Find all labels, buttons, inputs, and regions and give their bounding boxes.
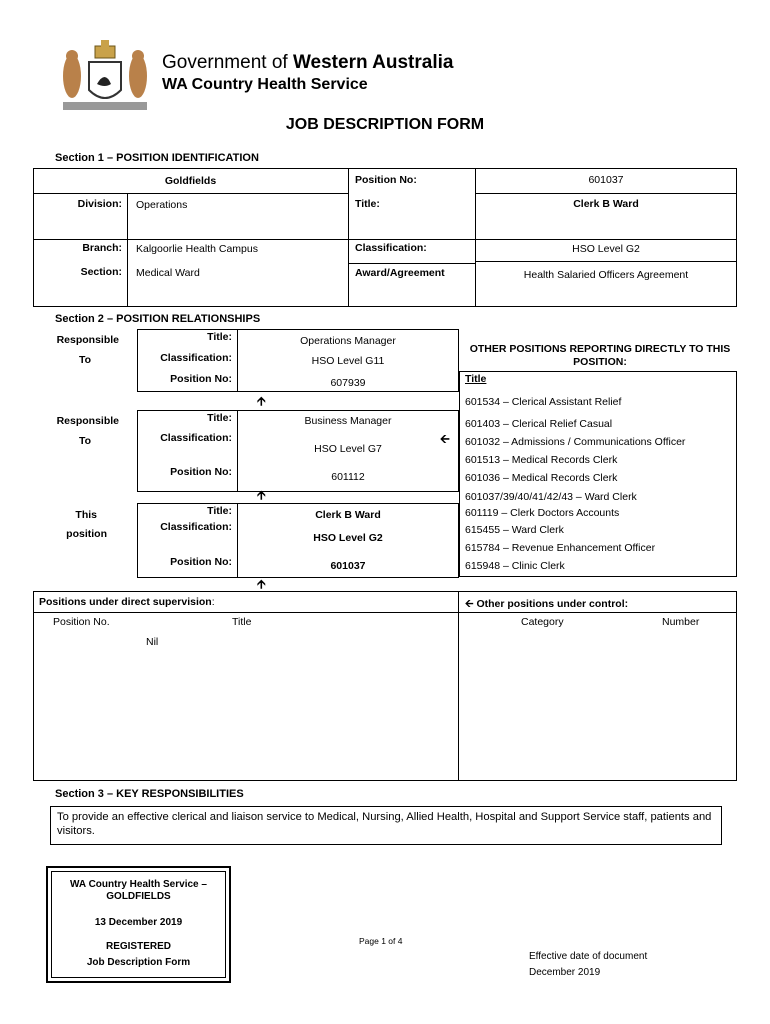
up-arrow-icon: 🡩 — [257, 488, 266, 502]
nil-value: Nil — [146, 636, 159, 648]
title-label: Title: — [355, 198, 380, 210]
classification-label: Classification: — [355, 242, 427, 254]
box3-position-no-label: Position No: — [170, 556, 232, 568]
box1-classification: HSO Level G11 — [311, 355, 385, 367]
responsible-to-label-2a: Responsible — [56, 415, 119, 427]
division-label: Division: — [77, 198, 122, 210]
box3-title: Clerk B Ward — [315, 509, 381, 521]
other-position-item: 601036 – Medical Records Clerk — [465, 472, 618, 484]
section-label: Section: — [80, 266, 122, 278]
stamp-registered: REGISTERED — [105, 941, 171, 952]
title-value: Clerk B Ward — [573, 198, 639, 210]
box1-classification-label: Classification: — [160, 352, 232, 364]
coat-of-arms-logo — [55, 40, 155, 116]
box1-title-label: Title: — [207, 331, 232, 343]
government-heading: Government of Western Australia — [162, 52, 454, 73]
stamp-line1: WA Country Health Service – — [70, 879, 207, 890]
supervision-table — [33, 591, 737, 781]
section1-heading: Section 1 – POSITION IDENTIFICATION — [55, 152, 259, 164]
stamp-line2: GOLDFIELDS — [106, 891, 171, 902]
other-position-item: 615784 – Revenue Enhancement Officer — [465, 542, 656, 554]
position-no-value: 601037 — [588, 174, 624, 186]
col-title: Title — [232, 616, 252, 628]
other-position-item: 601403 – Clerical Relief Casual — [465, 418, 613, 430]
section3-heading: Section 3 – KEY RESPONSIBILITIES — [55, 788, 244, 800]
award-label: Award/Agreement — [355, 267, 445, 279]
key-responsibilities-text: To provide an effective clerical and liaison service to Medical, Nursing, Allied Health, Hospital and Support Service staff, patients and visitors. — [50, 806, 722, 845]
box3-classification-label: Classification: — [160, 521, 232, 533]
box2-position-no-label: Position No: — [170, 466, 232, 478]
up-arrow-icon: 🡩 — [257, 394, 266, 408]
other-positions-heading: OTHER POSITIONS REPORTING DIRECTLY TO THIS POSITION: — [469, 343, 731, 368]
supervision-heading: Positions under direct supervision: — [39, 596, 215, 608]
branch-label: Branch: — [82, 242, 122, 254]
other-title-label: Title — [465, 373, 487, 385]
other-position-item: 615455 – Ward Clerk — [465, 524, 564, 536]
box3-classification: HSO Level G2 — [313, 532, 383, 544]
box1-position-no-label: Position No: — [170, 373, 232, 385]
col-category: Category — [521, 616, 564, 628]
box1-position-no: 607939 — [330, 377, 366, 389]
up-arrow-icon: 🡩 — [257, 577, 266, 591]
position-identification-table — [33, 168, 737, 307]
stamp-date: 13 December 2019 — [94, 917, 183, 928]
col-number: Number — [662, 616, 700, 628]
other-control-heading: 🡨 Other positions under control: — [465, 598, 629, 610]
effective-date: December 2019 — [529, 967, 601, 978]
other-position-item: 601037/39/40/41/42/43 – Ward Clerk — [465, 491, 637, 503]
box2-title: Business Manager — [304, 415, 392, 427]
col-position-no: Position No. — [53, 616, 110, 628]
box2-title-label: Title: — [207, 412, 232, 424]
responsible-to-label-1b: To — [78, 354, 91, 366]
position-no-label: Position No: — [355, 174, 417, 186]
this-position-label-b: position — [66, 528, 107, 540]
box2-classification-label: Classification: — [160, 432, 232, 444]
box3-title-label: Title: — [207, 505, 232, 517]
other-position-item: 601032 – Admissions / Communications Officer — [465, 436, 686, 448]
box2-position-no: 601112 — [331, 471, 365, 483]
responsible-to-label-1a: Responsible — [56, 334, 119, 346]
section2-heading: Section 2 – POSITION RELATIONSHIPS — [55, 313, 261, 325]
other-position-item: 615948 – Clinic Clerk — [465, 560, 565, 572]
section-value: Medical Ward — [136, 267, 200, 279]
division-value: Operations — [136, 199, 188, 211]
this-position-label-a: This — [75, 509, 97, 521]
other-position-item: 601119 – Clerk Doctors Accounts — [465, 507, 620, 519]
classification-value: HSO Level G2 — [572, 243, 640, 255]
page-number: Page 1 of 4 — [359, 936, 403, 946]
box1-title: Operations Manager — [300, 335, 396, 347]
health-service-heading: WA Country Health Service — [162, 76, 368, 93]
box2-classification: HSO Level G7 — [314, 443, 382, 455]
stamp-form: Job Description Form — [86, 957, 191, 968]
branch-value: Kalgoorlie Health Campus — [136, 243, 258, 255]
other-position-item: 601534 – Clerical Assistant Relief — [465, 396, 622, 408]
responsible-to-label-2b: To — [78, 435, 91, 447]
left-arrow-icon: 🡨 — [440, 432, 450, 446]
effective-label: Effective date of document — [529, 951, 648, 962]
box3-position-no: 601037 — [330, 560, 366, 572]
region-label: Goldfields — [164, 175, 217, 187]
award-value: Health Salaried Officers Agreement — [523, 269, 689, 281]
other-position-item: 601513 – Medical Records Clerk — [465, 454, 618, 466]
form-title: JOB DESCRIPTION FORM — [285, 116, 485, 133]
